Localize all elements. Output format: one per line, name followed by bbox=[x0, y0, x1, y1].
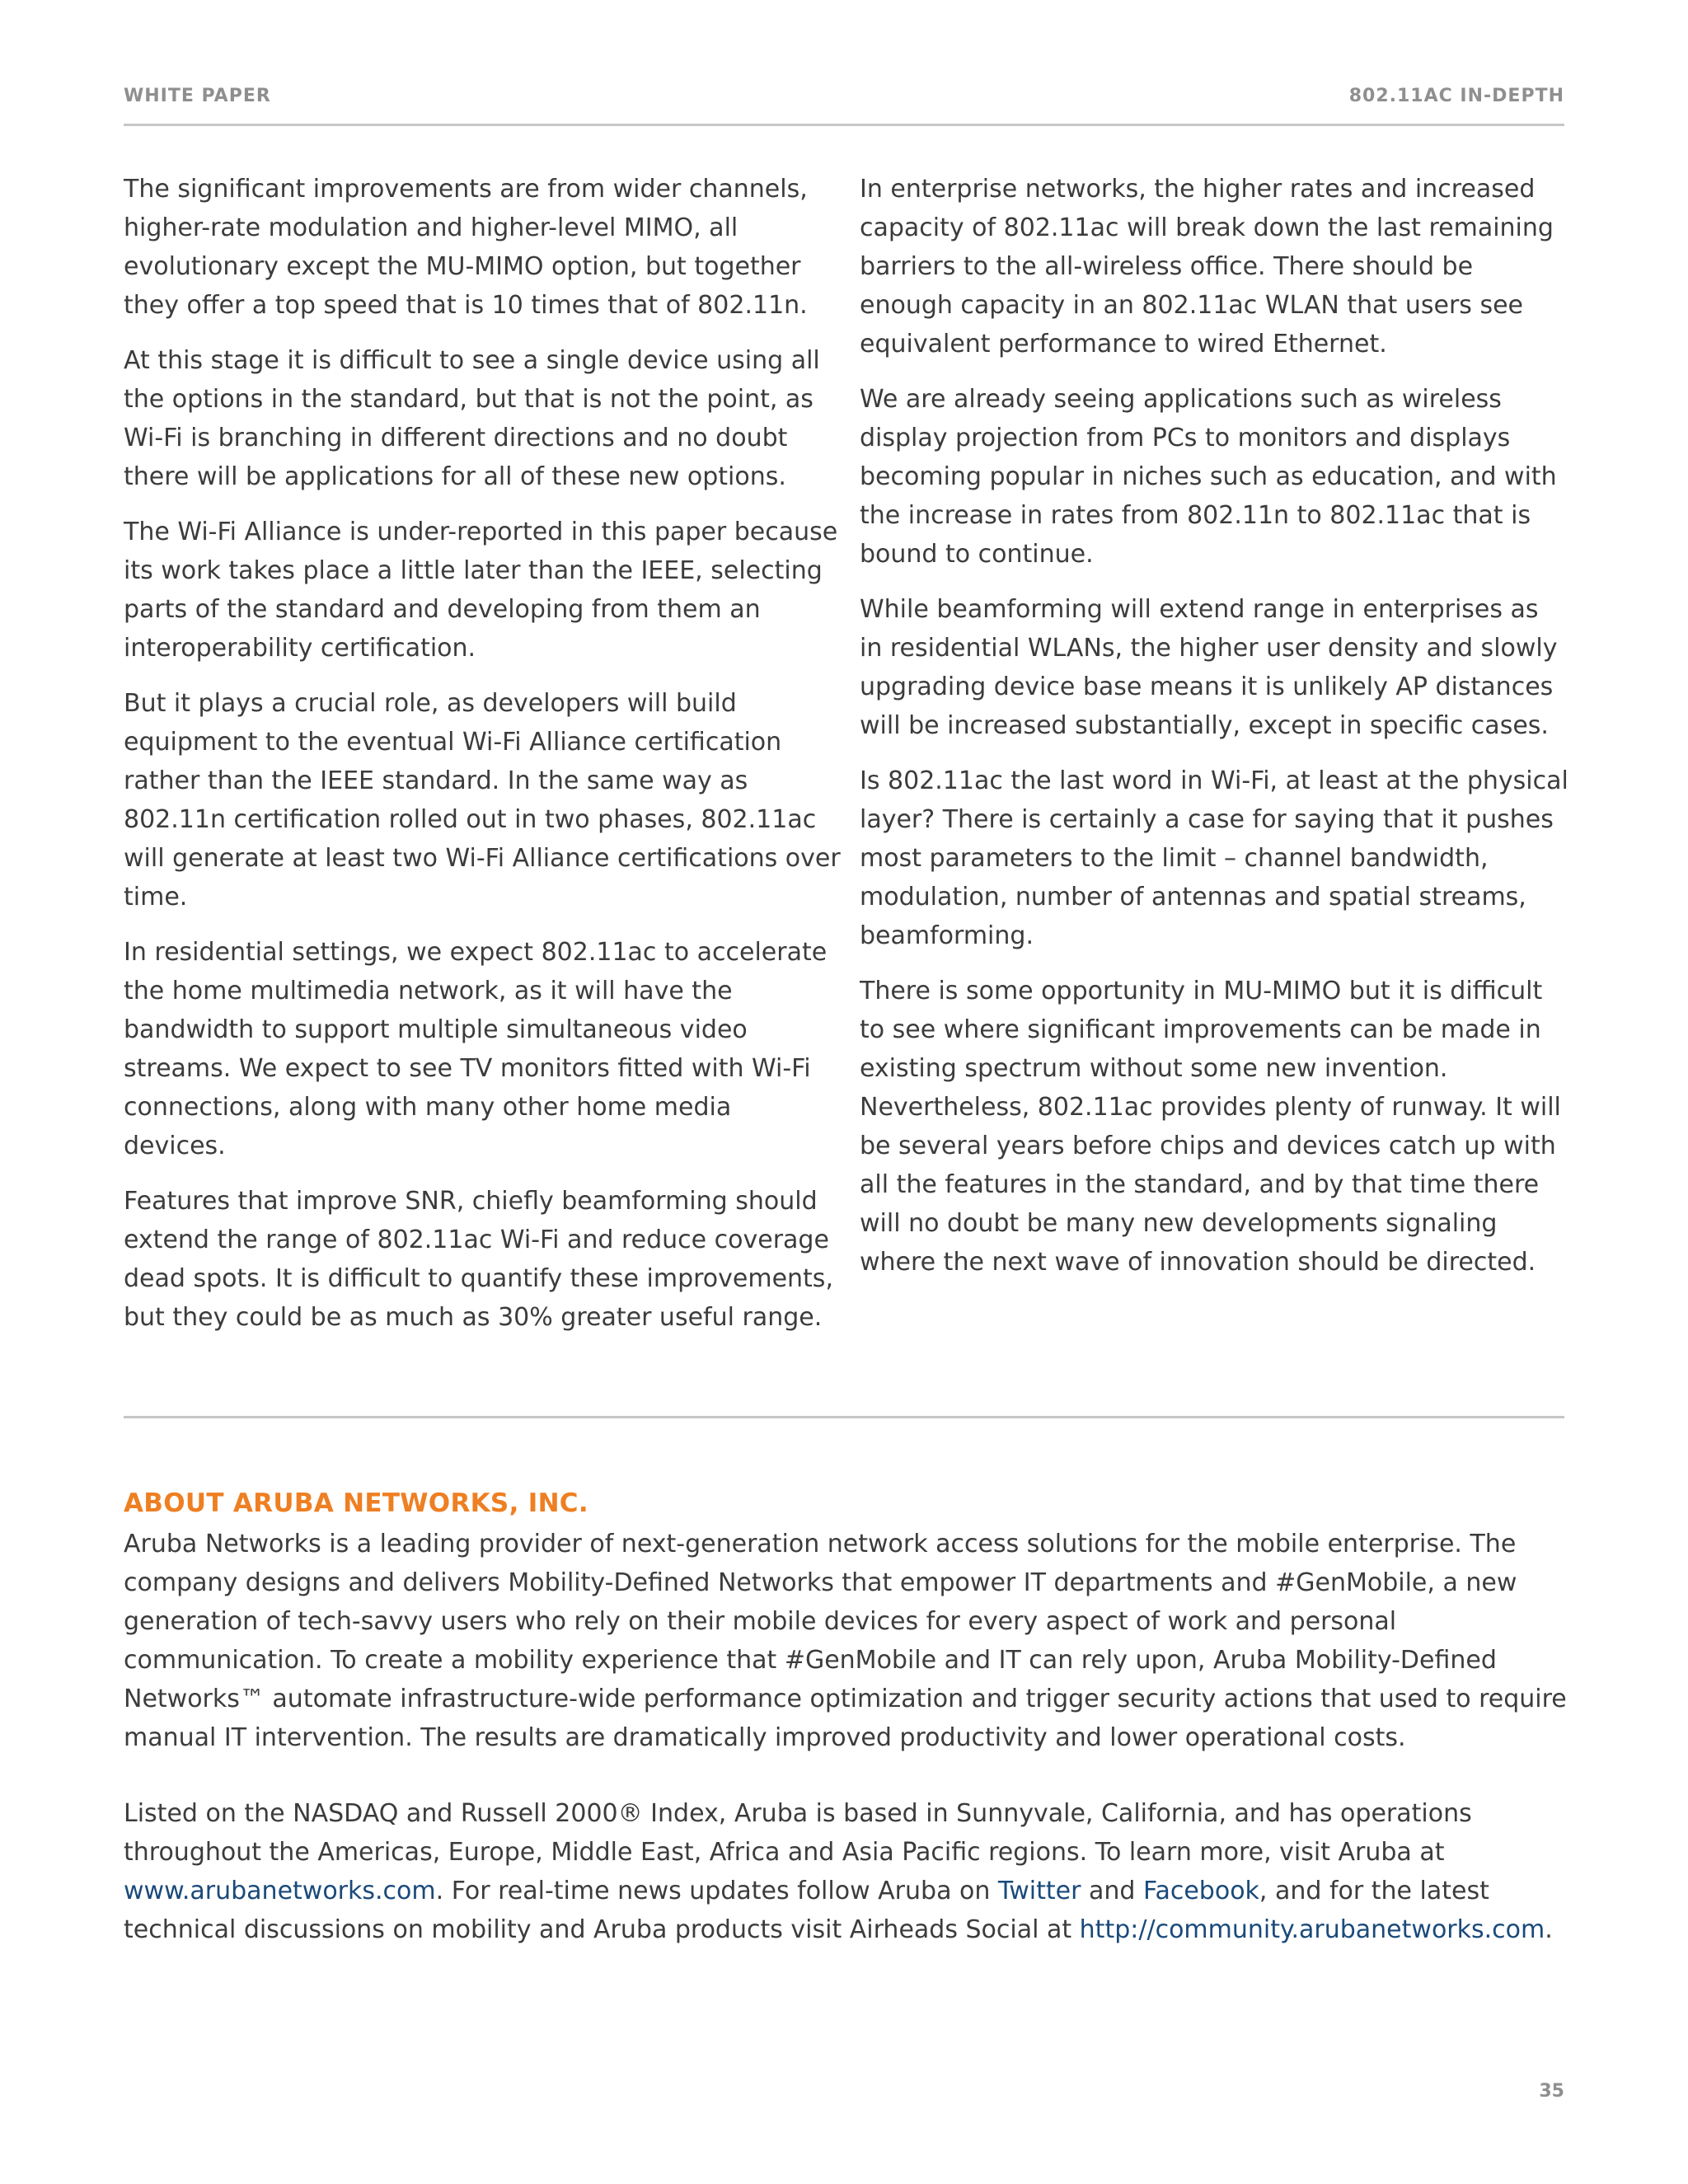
community-link[interactable]: http://community.arubanetworks.com bbox=[1079, 1915, 1545, 1944]
left-paragraph-3: The Wi-Fi Alliance is under-reported in this paper because its work takes place a little later than the IEEE, selecting parts of the standard and developing from them an interoperability certification. bbox=[124, 518, 838, 663]
facebook-link[interactable]: Facebook bbox=[1142, 1877, 1259, 1905]
header-divider bbox=[124, 124, 1564, 126]
page-number: 35 bbox=[1539, 2081, 1564, 2102]
left-paragraph-5: In residential settings, we expect 802.11ac to accelerate the home multimedia network, as it will have the bandwidth to support multiple simultaneous video streams. We expect to see TV monitors fitted with Wi-Fi connections, along with many other home media devices. bbox=[124, 938, 828, 1160]
about-p2-text-5: . bbox=[1545, 1915, 1553, 1944]
left-column bbox=[124, 170, 841, 1353]
about-heading: ABOUT ARUBA NETWORKS, INC. bbox=[124, 1488, 588, 1518]
website-link[interactable]: www.arubanetworks.com bbox=[124, 1877, 436, 1905]
right-paragraph-3: While beamforming will extend range in enterprises as in residential WLANs, the higher user density and slowly upgrading device base means it is unlikely AP distances will be increased substantially, except in specific cases. bbox=[860, 595, 1558, 740]
header-label-right: 802.11AC IN-DEPTH bbox=[1348, 86, 1564, 106]
right-paragraph-5: There is some opportunity in MU-MIMO but it is difficult to see where significant improvements can be made in existing spectrum without some new invention. Nevertheless, 802.11ac provides plenty of runway. It will be several years before chips and devices catch up with all the features in the standard, and by that time there will no doubt be many new developments signaling where the next wave of innovation should be directed. bbox=[860, 977, 1561, 1277]
header-label-left: WHITE PAPER bbox=[124, 86, 271, 106]
about-paragraph-1: Aruba Networks is a leading provider of next-generation network access solutions for the mobile enterprise. The company designs and delivers Mobility-Defined Networks that empower IT departments and #GenMobile, a new generation of tech-savvy users who rely on their mobile devices for every aspect of work and personal communication. To create a mobility experience that #GenMobile and IT can rely upon, Aruba Mobility-Defined Networks™ automate infrastructure-wide performance optimization and trigger security actions that used to require manual IT intervention. The results are dramatically improved productivity and lower operational costs. bbox=[124, 1530, 1567, 1752]
left-paragraph-6: Features that improve SNR, chiefly beamforming should extend the range of 802.11ac Wi-Fi and reduce coverage dead spots. It is difficult to quantify these improvements, but they could be as much as 30% greater useful range. bbox=[124, 1187, 833, 1332]
about-p2-text-2: . For real-time news updates follow Aruba on bbox=[435, 1877, 998, 1905]
about-p2-text-3: and bbox=[1081, 1877, 1143, 1905]
twitter-link[interactable]: Twitter bbox=[997, 1877, 1081, 1905]
section-divider bbox=[124, 1416, 1564, 1418]
right-column bbox=[860, 170, 1568, 1298]
left-paragraph-4: But it plays a crucial role, as developers will build equipment to the eventual Wi-Fi Alliance certification rather than the IEEE standard. In the same way as 802.11n certification rolled out in two phases, 802.11ac will generate at least two Wi-Fi Alliance certifications over time. bbox=[124, 689, 841, 912]
about-p2-text-4: , and for the latest technical discussions on mobility and Aruba products visit Airheads Social at bbox=[124, 1877, 1489, 1944]
right-paragraph-1: In enterprise networks, the higher rates and increased capacity of 802.11ac will break down the last remaining barriers to the all-wireless office. There should be enough capacity in an 802.11ac WLAN that users see equivalent performance to wired Ethernet. bbox=[860, 175, 1554, 359]
left-paragraph-2: At this stage it is difficult to see a single device using all the options in the standard, but that is not the point, as Wi-Fi is branching in different directions and no doubt there will be applications for all of these new options. bbox=[124, 346, 820, 491]
about-p2-text-1: Listed on the NASDAQ and Russell 2000® Index, Aruba is based in Sunnyvale, California, and has operations throughout the Americas, Europe, Middle East, Africa and Asia Pacific regions. To learn more, visit Aruba at bbox=[124, 1799, 1472, 1867]
right-paragraph-4: Is 802.11ac the last word in Wi-Fi, at least at the physical layer? There is certainly a case for saying that it pushes most parameters to the limit – channel bandwidth, modulation, number of antennas and spatial streams, beamforming. bbox=[860, 766, 1568, 950]
right-paragraph-2: We are already seeing applications such as wireless display projection from PCs to monitors and displays becoming popular in niches such as education, and with the increase in rates from 802.11n to 802.11ac that is bound to continue. bbox=[860, 385, 1557, 569]
left-paragraph-1: The significant improvements are from wider channels, higher-rate modulation and higher-level MIMO, all evolutionary except the MU-MIMO option, but together they offer a top speed that is 10 times that of 802.11n. bbox=[124, 175, 808, 320]
about-section bbox=[124, 1488, 1571, 1986]
about-paragraph-2 bbox=[124, 1794, 1571, 1949]
